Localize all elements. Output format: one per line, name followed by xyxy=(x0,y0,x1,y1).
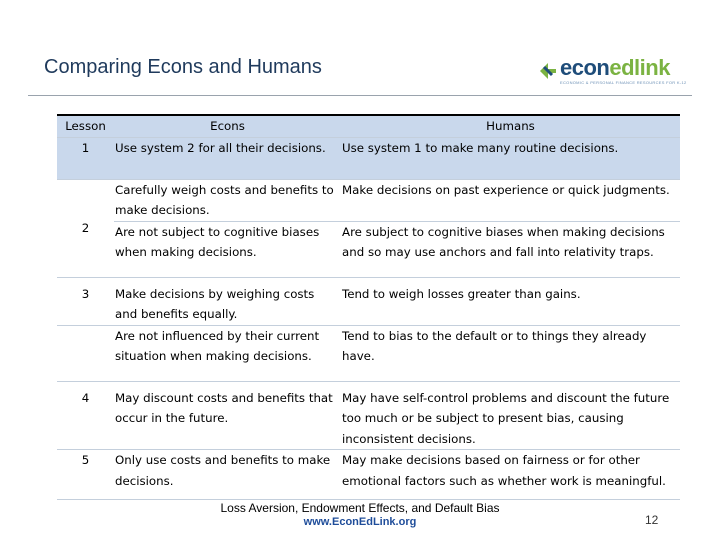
table-row xyxy=(57,325,680,381)
econs-cell: Make decisions by weighing costs and benefits equally. xyxy=(114,277,341,325)
humans-cell: May make decisions based on fairness or for other emotional factors such as whether work is meaningful. xyxy=(341,450,680,500)
header-humans: Humans xyxy=(341,115,680,137)
econs-cell: Carefully weigh costs and benefits to make decisions. xyxy=(114,179,341,221)
lesson-cell xyxy=(57,325,114,381)
table-header-row xyxy=(57,115,680,137)
humans-cell: May have self-control problems and discount the future too much or be subject to present bias, causing inconsistent decisions. xyxy=(341,381,680,450)
header-lesson: Lesson xyxy=(57,115,114,137)
humans-cell: Tend to weigh losses greater than gains. xyxy=(341,277,680,325)
footer-title: Loss Aversion, Endowment Effects, and Default Bias xyxy=(220,501,500,515)
humans-cell: Use system 1 to make many routine decisions. xyxy=(341,137,680,179)
econs-cell: Only use costs and benefits to make decisions. xyxy=(114,450,341,500)
table-row xyxy=(57,137,680,179)
humans-cell: Are subject to cognitive biases when making decisions and so may use anchors and fall into relativity traps. xyxy=(341,221,680,277)
econs-cell: May discount costs and benefits that occur in the future. xyxy=(114,381,341,450)
econedlink-logo xyxy=(538,55,688,88)
title-divider xyxy=(28,95,692,96)
econs-cell: Use system 2 for all their decisions. xyxy=(114,137,341,179)
lesson-cell: 2 xyxy=(57,179,114,277)
humans-cell: Make decisions on past experience or quick judgments. xyxy=(341,179,680,221)
econs-cell: Are not subject to cognitive biases when making decisions. xyxy=(114,221,341,277)
lesson-cell: 1 xyxy=(57,137,114,179)
footer-url-link[interactable]: www.EconEdLink.org xyxy=(303,516,417,528)
logo-tagline: ECONOMIC & PERSONAL FINANCE RESOURCES FOR K-12 xyxy=(560,80,687,85)
table-row xyxy=(57,179,680,221)
slide-title: Comparing Econs and Humans xyxy=(44,56,322,78)
lesson-cell: 5 xyxy=(57,450,114,500)
logo-suffix: edlink xyxy=(609,55,670,80)
logo-text xyxy=(560,55,670,81)
humans-cell: Tend to bias to the default or to things they already have. xyxy=(341,325,680,381)
table-row xyxy=(57,221,680,277)
lesson-cell: 4 xyxy=(57,381,114,450)
logo-prefix: econ xyxy=(560,55,610,80)
comparison-table xyxy=(57,114,680,500)
table-row xyxy=(57,381,680,450)
logo-mark-icon xyxy=(538,61,558,81)
lesson-cell: 3 xyxy=(57,277,114,325)
table-row xyxy=(57,450,680,500)
header-econs: Econs xyxy=(114,115,341,137)
slide-footer xyxy=(0,501,720,528)
table-row xyxy=(57,277,680,325)
econs-cell: Are not influenced by their current situation when making decisions. xyxy=(114,325,341,381)
page-number: 12 xyxy=(645,513,659,527)
